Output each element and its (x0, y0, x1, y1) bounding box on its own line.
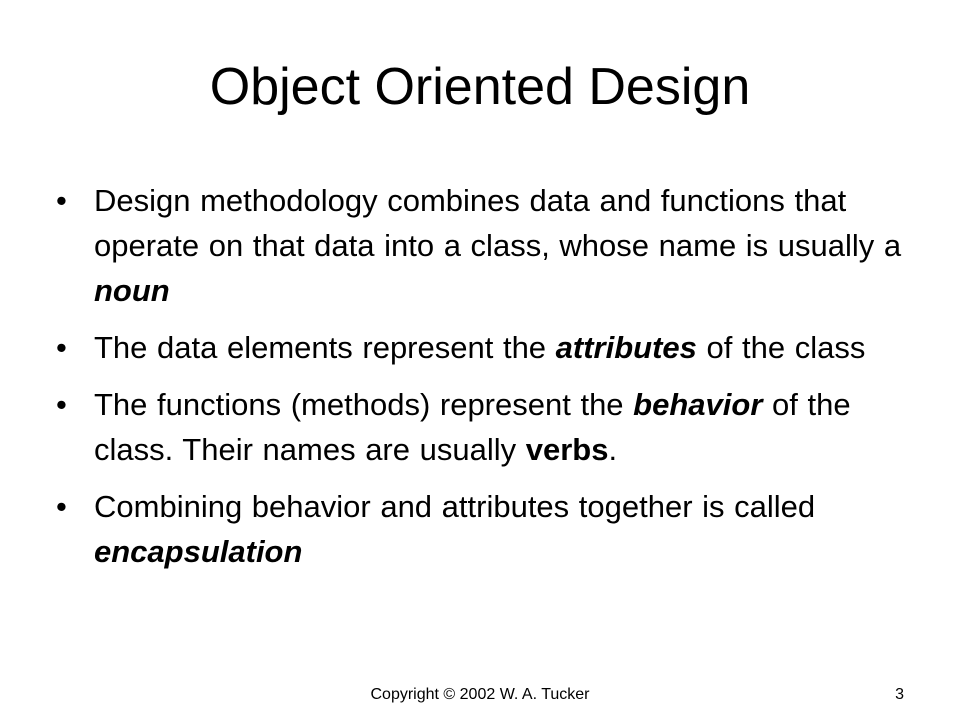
slide-title: Object Oriented Design (209, 58, 751, 116)
bullet-dot-icon: • (56, 489, 67, 524)
bullet-item (56, 382, 916, 472)
bullet-item (56, 325, 916, 370)
bullet-list (56, 178, 916, 586)
bullet-text: of the class. Their names are usually (94, 387, 851, 467)
bullet-item (56, 178, 916, 313)
bullet-dot-icon: • (56, 183, 67, 218)
bullet-text: The functions (methods) represent the (94, 387, 634, 422)
bullet-item (56, 484, 916, 574)
bold-term: verbs (525, 432, 609, 467)
emphasis-term: encapsulation (94, 534, 303, 569)
footer-copyright: Copyright © 2002 W. A. Tucker (370, 686, 590, 703)
emphasis-term: attributes (555, 330, 697, 365)
bullet-text: . (608, 432, 618, 467)
bullet-dot-icon: • (56, 330, 67, 365)
page-number: 3 (895, 686, 904, 703)
bullet-text: Combining behavior and attributes together is called (94, 489, 816, 524)
emphasis-term: noun (94, 273, 170, 308)
bullet-text: The data elements represent the (94, 330, 556, 365)
emphasis-term: behavior (633, 387, 763, 422)
bullet-dot-icon: • (56, 387, 67, 422)
bullet-text: Design methodology combines data and functions that operate on that data into a class, whose name is usually a (94, 183, 902, 263)
bullet-text: of the class (696, 330, 866, 365)
